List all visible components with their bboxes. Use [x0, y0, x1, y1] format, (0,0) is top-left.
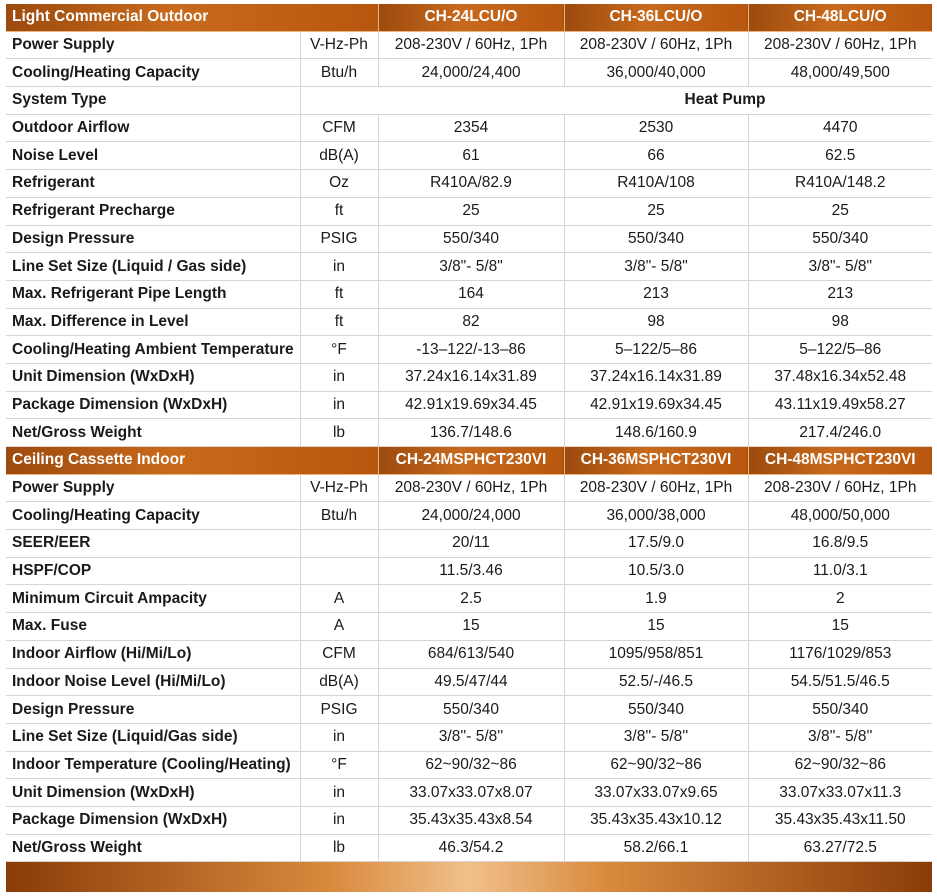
table-row — [6, 751, 932, 779]
table-row — [6, 640, 932, 668]
cell-value: 5–122/5–86 — [564, 336, 748, 364]
outdoor-section-title: Light Commercial Outdoor — [6, 4, 378, 31]
row-unit: CFM — [300, 640, 378, 668]
table-row — [6, 502, 932, 530]
table-row — [6, 114, 932, 142]
cell-value: 2 — [748, 585, 932, 613]
cell-value: 62~90/32~86 — [564, 751, 748, 779]
cell-value: 63.27/72.5 — [748, 834, 932, 862]
row-label: Indoor Temperature (Cooling/Heating) — [6, 751, 300, 779]
cell-value: 1176/1029/853 — [748, 640, 932, 668]
row-label: Line Set Size (Liquid / Gas side) — [6, 253, 300, 281]
cell-value: 24,000/24,400 — [378, 59, 564, 87]
cell-value: 208-230V / 60Hz, 1Ph — [564, 31, 748, 59]
row-unit: Btu/h — [300, 59, 378, 87]
table-row — [6, 142, 932, 170]
cell-value: R410A/108 — [564, 170, 748, 198]
row-label: Unit Dimension (WxDxH) — [6, 779, 300, 807]
row-label: Max. Fuse — [6, 613, 300, 641]
cell-value: 48,000/50,000 — [748, 502, 932, 530]
table-row — [6, 253, 932, 281]
cell-value: 2.5 — [378, 585, 564, 613]
row-label: Net/Gross Weight — [6, 419, 300, 447]
cell-value: 37.24x16.14x31.89 — [564, 363, 748, 391]
cell-value: 213 — [748, 280, 932, 308]
row-label: System Type — [6, 87, 300, 115]
cell-value: 2354 — [378, 114, 564, 142]
cell-value: 550/340 — [564, 225, 748, 253]
row-unit: °F — [300, 751, 378, 779]
table-row — [6, 87, 932, 115]
cell-value: 15 — [378, 613, 564, 641]
row-label: Max. Refrigerant Pipe Length — [6, 280, 300, 308]
cell-value: 37.24x16.14x31.89 — [378, 363, 564, 391]
row-unit: Btu/h — [300, 502, 378, 530]
cell-value: 20/11 — [378, 530, 564, 558]
table-row — [6, 530, 932, 558]
cell-value: 550/340 — [378, 225, 564, 253]
table-row — [6, 696, 932, 724]
row-label: Refrigerant Precharge — [6, 197, 300, 225]
table-row — [6, 668, 932, 696]
row-label: Package Dimension (WxDxH) — [6, 391, 300, 419]
outdoor-model-heading: CH-36LCU/O — [564, 4, 748, 31]
indoor-model-heading: CH-48MSPHCT230VI — [748, 447, 932, 475]
row-unit: PSIG — [300, 696, 378, 724]
cell-value: 43.11x19.49x58.27 — [748, 391, 932, 419]
cell-value: 25 — [564, 197, 748, 225]
row-unit: in — [300, 806, 378, 834]
row-unit: lb — [300, 419, 378, 447]
cell-value: 684/613/540 — [378, 640, 564, 668]
cell-value: 58.2/66.1 — [564, 834, 748, 862]
cell-value: 1095/958/851 — [564, 640, 748, 668]
outdoor-header-row — [6, 4, 932, 31]
table-row — [6, 585, 932, 613]
cell-value: 42.91x19.69x34.45 — [378, 391, 564, 419]
row-unit: in — [300, 779, 378, 807]
cell-value: 42.91x19.69x34.45 — [564, 391, 748, 419]
row-label: Cooling/Heating Capacity — [6, 502, 300, 530]
cell-value: 2530 — [564, 114, 748, 142]
cell-value: 550/340 — [748, 225, 932, 253]
row-unit: A — [300, 613, 378, 641]
cell-value: 33.07x33.07x9.65 — [564, 779, 748, 807]
row-label: Cooling/Heating Capacity — [6, 59, 300, 87]
row-label: Outdoor Airflow — [6, 114, 300, 142]
footer-bar — [6, 862, 932, 892]
cell-value: 25 — [748, 197, 932, 225]
cell-value: 208-230V / 60Hz, 1Ph — [378, 474, 564, 502]
outdoor-model-heading: CH-24LCU/O — [378, 4, 564, 31]
cell-value: 550/340 — [378, 696, 564, 724]
row-unit: ft — [300, 280, 378, 308]
cell-value: 62.5 — [748, 142, 932, 170]
cell-value: 98 — [748, 308, 932, 336]
indoor-header-row — [6, 447, 932, 475]
cell-value: 33.07x33.07x8.07 — [378, 779, 564, 807]
cell-value: 36,000/40,000 — [564, 59, 748, 87]
row-label: Noise Level — [6, 142, 300, 170]
row-label: Minimum Circuit Ampacity — [6, 585, 300, 613]
cell-value: 10.5/3.0 — [564, 557, 748, 585]
cell-value: 3/8"- 5/8" — [564, 253, 748, 281]
cell-value: 3/8''- 5/8'' — [564, 723, 748, 751]
table-row — [6, 308, 932, 336]
cell-value: 62~90/32~86 — [748, 751, 932, 779]
row-unit: dB(A) — [300, 142, 378, 170]
cell-value: 3/8"- 5/8" — [748, 253, 932, 281]
cell-value: 16.8/9.5 — [748, 530, 932, 558]
cell-value: 54.5/51.5/46.5 — [748, 668, 932, 696]
cell-value: 217.4/246.0 — [748, 419, 932, 447]
row-label: Design Pressure — [6, 225, 300, 253]
table-row — [6, 336, 932, 364]
table-row — [6, 197, 932, 225]
cell-value: 4470 — [748, 114, 932, 142]
row-label: Power Supply — [6, 474, 300, 502]
table-row — [6, 834, 932, 862]
cell-value: 3/8''- 5/8'' — [748, 723, 932, 751]
cell-value: 48,000/49,500 — [748, 59, 932, 87]
cell-value: 82 — [378, 308, 564, 336]
spec-table — [6, 4, 932, 862]
cell-value: 35.43x35.43x8.54 — [378, 806, 564, 834]
cell-value: R410A/148.2 — [748, 170, 932, 198]
table-row — [6, 225, 932, 253]
cell-value: 148.6/160.9 — [564, 419, 748, 447]
table-row — [6, 779, 932, 807]
cell-value: 49.5/47/44 — [378, 668, 564, 696]
merged-value: Heat Pump — [300, 87, 932, 115]
table-row — [6, 391, 932, 419]
cell-value: 98 — [564, 308, 748, 336]
row-label: Unit Dimension (WxDxH) — [6, 363, 300, 391]
row-label: SEER/EER — [6, 530, 300, 558]
cell-value: 17.5/9.0 — [564, 530, 748, 558]
row-label: Design Pressure — [6, 696, 300, 724]
table-row — [6, 474, 932, 502]
table-row — [6, 723, 932, 751]
row-label: Power Supply — [6, 31, 300, 59]
indoor-model-heading: CH-24MSPHCT230VI — [378, 447, 564, 475]
cell-value: 25 — [378, 197, 564, 225]
cell-value: 5–122/5–86 — [748, 336, 932, 364]
cell-value: 35.43x35.43x10.12 — [564, 806, 748, 834]
spec-table-body — [6, 4, 932, 862]
row-label: HSPF/COP — [6, 557, 300, 585]
row-unit: in — [300, 363, 378, 391]
indoor-model-heading: CH-36MSPHCT230VI — [564, 447, 748, 475]
row-unit — [300, 557, 378, 585]
table-row — [6, 557, 932, 585]
cell-value: 213 — [564, 280, 748, 308]
cell-value: 208-230V / 60Hz, 1Ph — [378, 31, 564, 59]
table-row — [6, 419, 932, 447]
row-label: Package Dimension (WxDxH) — [6, 806, 300, 834]
table-row — [6, 280, 932, 308]
table-row — [6, 31, 932, 59]
outdoor-model-heading: CH-48LCU/O — [748, 4, 932, 31]
cell-value: 164 — [378, 280, 564, 308]
cell-value: -13–122/-13–86 — [378, 336, 564, 364]
indoor-section-title: Ceiling Cassette Indoor — [6, 447, 378, 475]
row-unit: in — [300, 253, 378, 281]
cell-value: 208-230V / 60Hz, 1Ph — [748, 31, 932, 59]
row-unit: in — [300, 391, 378, 419]
row-unit: A — [300, 585, 378, 613]
cell-value: 61 — [378, 142, 564, 170]
table-row — [6, 613, 932, 641]
cell-value: 46.3/54.2 — [378, 834, 564, 862]
cell-value: 62~90/32~86 — [378, 751, 564, 779]
cell-value: 3/8''- 5/8'' — [378, 723, 564, 751]
row-label: Cooling/Heating Ambient Temperature — [6, 336, 300, 364]
row-unit: V-Hz-Ph — [300, 474, 378, 502]
table-row — [6, 170, 932, 198]
row-label: Indoor Noise Level (Hi/Mi/Lo) — [6, 668, 300, 696]
cell-value: 208-230V / 60Hz, 1Ph — [564, 474, 748, 502]
row-unit: CFM — [300, 114, 378, 142]
row-unit: dB(A) — [300, 668, 378, 696]
cell-value: 37.48x16.34x52.48 — [748, 363, 932, 391]
cell-value: 11.5/3.46 — [378, 557, 564, 585]
row-label: Net/Gross Weight — [6, 834, 300, 862]
row-unit: °F — [300, 336, 378, 364]
cell-value: 24,000/24,000 — [378, 502, 564, 530]
table-row — [6, 806, 932, 834]
cell-value: 1.9 — [564, 585, 748, 613]
cell-value: 136.7/148.6 — [378, 419, 564, 447]
cell-value: 3/8"- 5/8" — [378, 253, 564, 281]
cell-value: 15 — [748, 613, 932, 641]
row-label: Refrigerant — [6, 170, 300, 198]
cell-value: 550/340 — [748, 696, 932, 724]
row-unit — [300, 530, 378, 558]
cell-value: 208-230V / 60Hz, 1Ph — [748, 474, 932, 502]
row-unit: Oz — [300, 170, 378, 198]
row-label: Max. Difference in Level — [6, 308, 300, 336]
table-row — [6, 59, 932, 87]
row-unit: lb — [300, 834, 378, 862]
table-row — [6, 363, 932, 391]
row-unit: ft — [300, 197, 378, 225]
cell-value: 15 — [564, 613, 748, 641]
cell-value: 11.0/3.1 — [748, 557, 932, 585]
cell-value: 35.43x35.43x11.50 — [748, 806, 932, 834]
row-label: Indoor Airflow (Hi/Mi/Lo) — [6, 640, 300, 668]
row-label: Line Set Size (Liquid/Gas side) — [6, 723, 300, 751]
cell-value: 52.5/-/46.5 — [564, 668, 748, 696]
cell-value: 36,000/38,000 — [564, 502, 748, 530]
cell-value: 33.07x33.07x11.3 — [748, 779, 932, 807]
row-unit: PSIG — [300, 225, 378, 253]
row-unit: ft — [300, 308, 378, 336]
cell-value: 550/340 — [564, 696, 748, 724]
row-unit: V-Hz-Ph — [300, 31, 378, 59]
row-unit: in — [300, 723, 378, 751]
cell-value: R410A/82.9 — [378, 170, 564, 198]
cell-value: 66 — [564, 142, 748, 170]
